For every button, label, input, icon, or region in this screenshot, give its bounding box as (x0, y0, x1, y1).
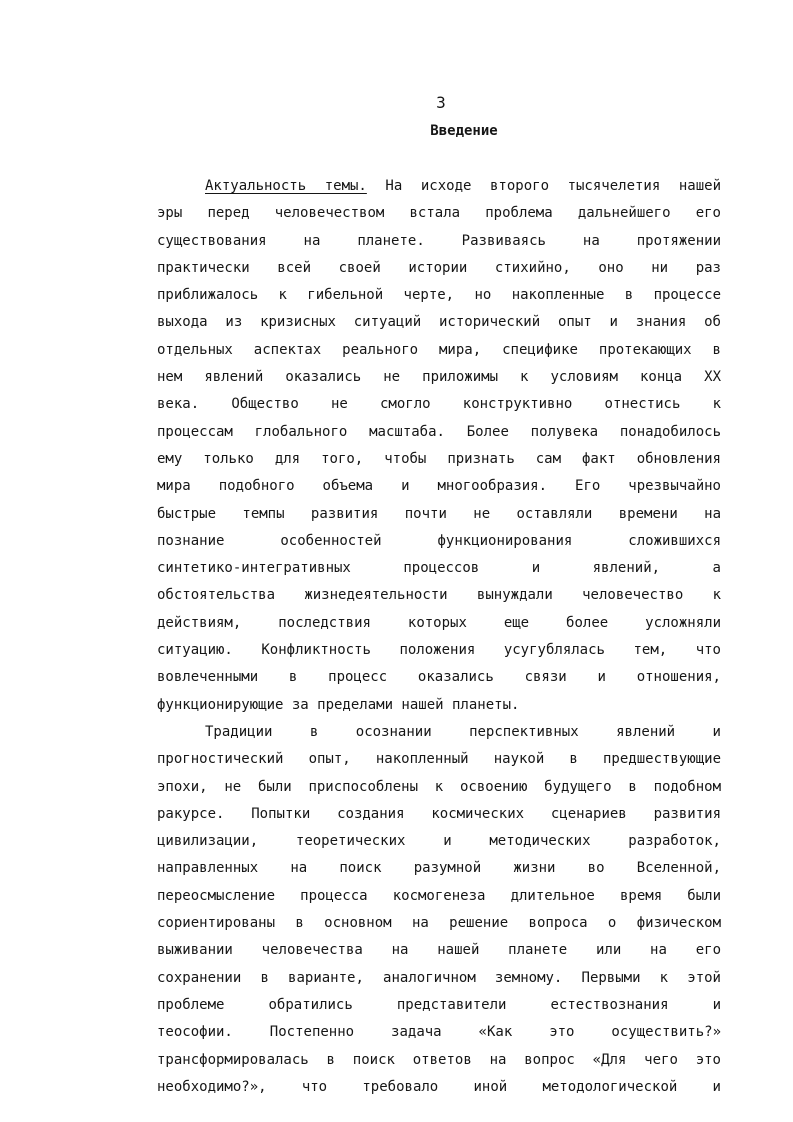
text-line: действиям, последствия которых еще более усложняли (157, 614, 721, 631)
text-line: ракурсе. Попытки создания космических сценариев развития (157, 805, 721, 822)
text-line (157, 173, 721, 200)
text-line: сохранении в варианте, аналогичном земному. Первыми к этой (157, 969, 721, 986)
text-line: отдельных аспектах реального мира, специфике протекающих в (157, 341, 721, 358)
text-line-content: На исходе второго тысячелетия нашей (366, 178, 721, 194)
text-line: быстрые темпы развития почти не оставляли времени на (157, 505, 721, 522)
text-line: прогностический опыт, накопленный наукой в предшествующие (157, 751, 721, 768)
text-line: теософии. Постепенно задача «Как это осуществить?» (157, 1024, 721, 1041)
text-line: проблеме обратились представители естествознания и (157, 996, 721, 1013)
text-line: трансформировалась в поиск ответов на вопрос «Для чего это (157, 1051, 721, 1068)
text-line: практически всей своей истории стихийно, оно ни раз (157, 259, 721, 276)
text-line: ситуацию. Конфликтность положения усугублялась тем, что (157, 642, 721, 659)
text-line: процессам глобального масштаба. Более полувека понадобилось (157, 423, 721, 440)
text-line: нем явлений оказались не приложимы к условиям конца XX (157, 369, 721, 386)
text-line: века. Общество не смогло конструктивно отнестись к (157, 396, 721, 413)
text-line: функционирующие за пределами нашей планеты. (157, 696, 520, 713)
text-line: приближалось к гибельной черте, но накопленные в процессе (157, 287, 721, 304)
text-line: вовлеченными в процесс оказались связи и отношения, (157, 669, 721, 686)
text-line: выживании человечества на нашей планете или на его (157, 942, 721, 959)
text-line: направленных на поиск разумной жизни во Вселенной, (157, 860, 721, 877)
text-line: Традиции в осознании перспективных явлений и (205, 723, 721, 740)
text-line: мира подобного объема и многообразия. Его чрезвычайно (157, 478, 721, 495)
text-line: выхода из кризисных ситуаций исторический опыт и знания об (157, 314, 721, 331)
page-number: 3 (436, 93, 446, 112)
text-line: ему только для того, чтобы признать сам факт обновления (157, 450, 721, 467)
text-line: эры перед человечеством встала проблема дальнейшего его (157, 205, 721, 222)
text-line: синтетико-интегративных процессов и явлений, а (157, 560, 721, 577)
body-text (157, 173, 721, 1101)
text-line: цивилизации, теоретических и методических разработок, (157, 833, 721, 850)
text-line: обстоятельства жизнедеятельности вынуждали человечество к (157, 587, 721, 604)
text-line: познание особенностей функционирования сложившихся (157, 532, 721, 549)
text-line: существования на планете. Развиваясь на протяжении (157, 232, 721, 249)
text-line: необходимо?», что требовало иной методологической и (157, 1078, 721, 1095)
text-line: сориентированы в основном на решение вопроса о физическом (157, 915, 721, 932)
section-heading-inline: Актуальность темы. (205, 178, 367, 194)
page-title: Введение (430, 123, 498, 139)
text-line: эпохи, не были приспособлены к освоению будущего в подобном (157, 778, 721, 795)
text-line: переосмысление процесса космогенеза длительное время были (157, 887, 721, 904)
